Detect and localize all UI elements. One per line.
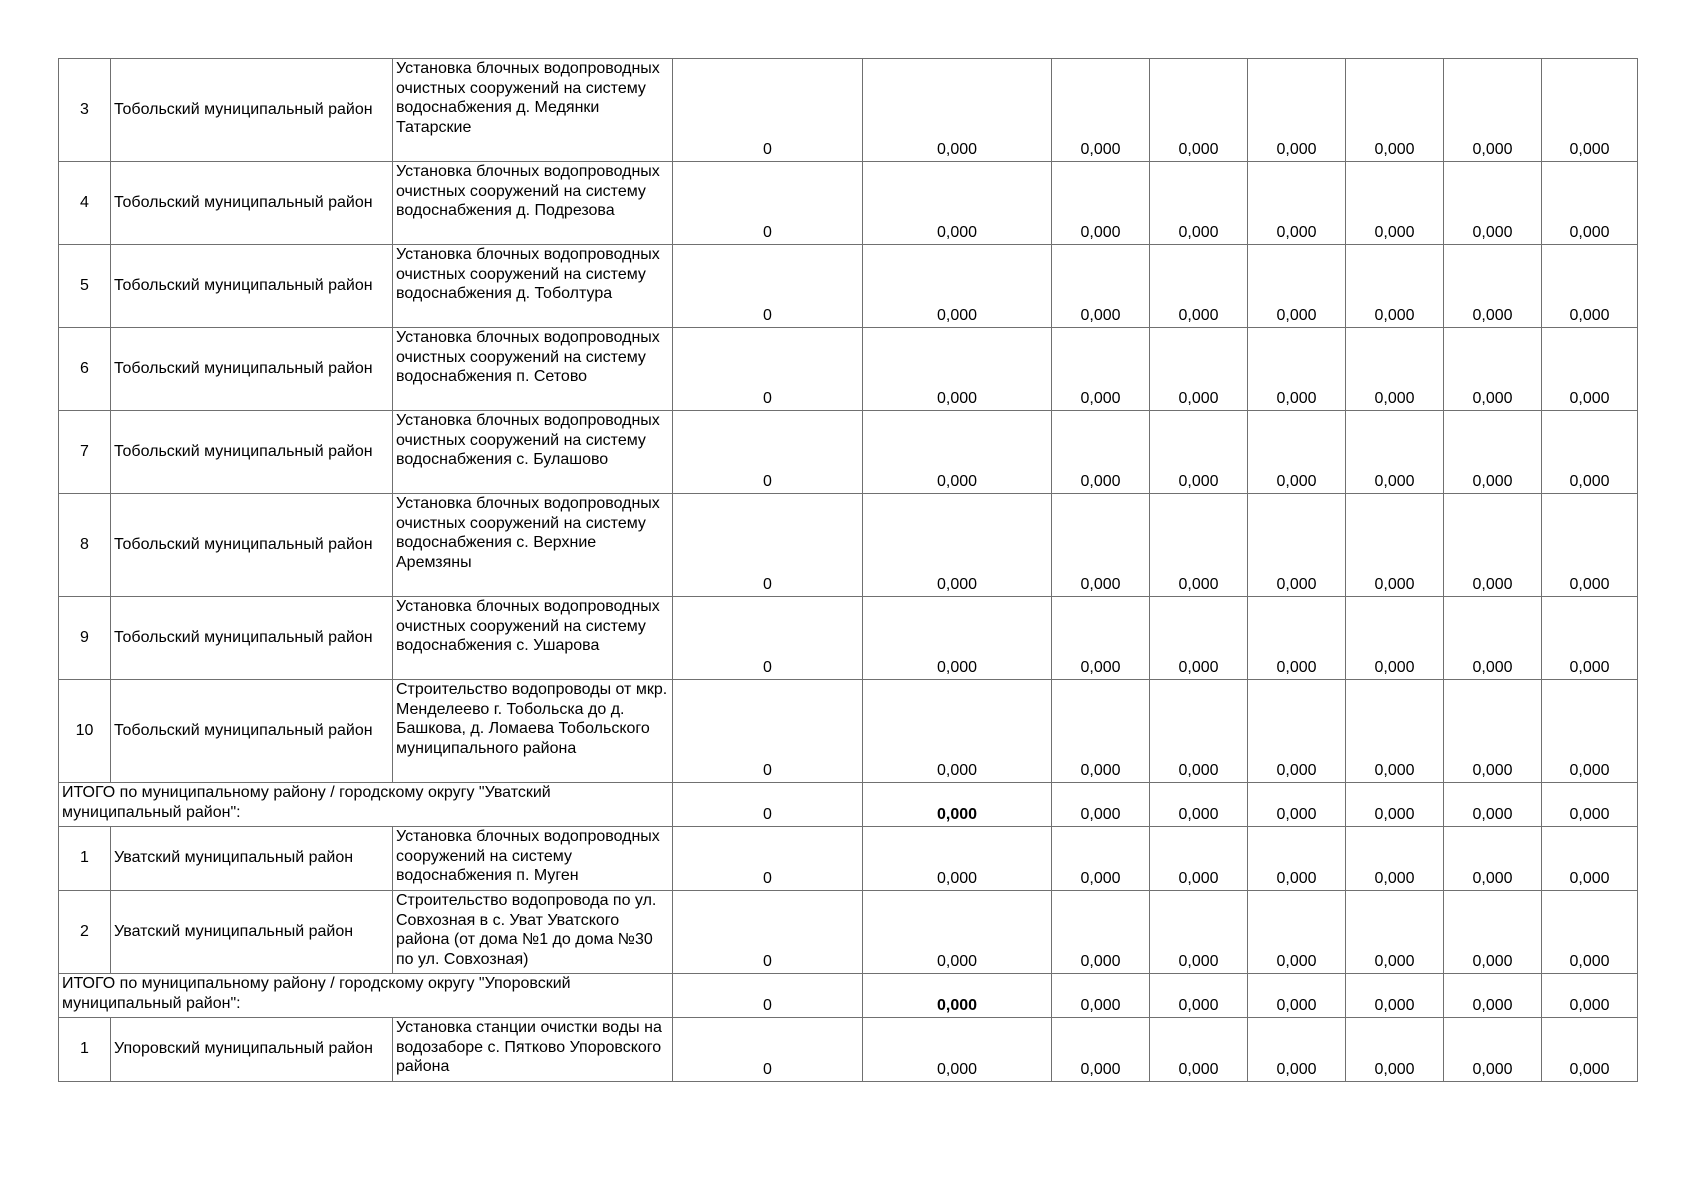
object-cell: Установка блочных водопроводных очистных сооружений на систему водоснабжения д. Медянки Татарские [393, 59, 673, 162]
value-cell-col9: 0,000 [1346, 1018, 1444, 1082]
value-cell-col4: 0 [673, 680, 863, 783]
value-cell-col8: 0,000 [1248, 974, 1346, 1018]
object-cell: Установка блочных водопроводных очистных сооружений на систему водоснабжения с. Булашово [393, 411, 673, 494]
value-cell-col5: 0,000 [863, 411, 1052, 494]
object-cell: Установка блочных водопроводных очистных сооружений на систему водоснабжения с. Верхние Аремзяны [393, 494, 673, 597]
row-number: 4 [59, 162, 111, 245]
municipality-cell: Упоровский муниципальный район [111, 1018, 393, 1082]
value-cell-col9: 0,000 [1346, 783, 1444, 827]
municipality-cell: Тобольский муниципальный район [111, 162, 393, 245]
value-cell-col6: 0,000 [1052, 162, 1150, 245]
value-cell-col4: 0 [673, 1018, 863, 1082]
value-cell-col4: 0 [673, 411, 863, 494]
table-row [59, 162, 1638, 245]
value-cell-col11: 0,000 [1542, 494, 1638, 597]
value-cell-col7: 0,000 [1150, 1018, 1248, 1082]
value-cell-col8: 0,000 [1248, 597, 1346, 680]
value-cell-col6: 0,000 [1052, 680, 1150, 783]
value-cell-col7: 0,000 [1150, 891, 1248, 974]
value-cell-col5: 0,000 [863, 891, 1052, 974]
value-cell-col10: 0,000 [1444, 162, 1542, 245]
value-cell-col7: 0,000 [1150, 974, 1248, 1018]
value-cell-col9: 0,000 [1346, 245, 1444, 328]
value-cell-col9: 0,000 [1346, 891, 1444, 974]
value-cell-col10: 0,000 [1444, 891, 1542, 974]
municipality-cell: Уватский муниципальный район [111, 827, 393, 891]
value-cell-col8: 0,000 [1248, 328, 1346, 411]
object-cell: Установка блочных водопроводных очистных сооружений на систему водоснабжения с. Ушарова [393, 597, 673, 680]
value-cell-col6: 0,000 [1052, 974, 1150, 1018]
value-cell-col8: 0,000 [1248, 891, 1346, 974]
value-cell-col8: 0,000 [1248, 1018, 1346, 1082]
value-cell-col8: 0,000 [1248, 162, 1346, 245]
value-cell-col9: 0,000 [1346, 827, 1444, 891]
municipality-cell: Тобольский муниципальный район [111, 245, 393, 328]
value-cell-col11: 0,000 [1542, 1018, 1638, 1082]
object-cell: Установка блочных водопроводных сооружений на систему водоснабжения п. Муген [393, 827, 673, 891]
value-cell-col9: 0,000 [1346, 680, 1444, 783]
value-cell-col11: 0,000 [1542, 162, 1638, 245]
value-cell-col11: 0,000 [1542, 783, 1638, 827]
value-cell-col8: 0,000 [1248, 494, 1346, 597]
total-label: ИТОГО по муниципальному району / городскому округу "Упоровский муниципальный район": [59, 974, 673, 1018]
table-row [59, 59, 1638, 162]
value-cell-col10: 0,000 [1444, 827, 1542, 891]
value-cell-col9: 0,000 [1346, 162, 1444, 245]
row-number: 6 [59, 328, 111, 411]
row-number: 1 [59, 1018, 111, 1082]
value-cell-col5: 0,000 [863, 59, 1052, 162]
table-row [59, 680, 1638, 783]
value-cell-col5: 0,000 [863, 1018, 1052, 1082]
value-cell-col10: 0,000 [1444, 783, 1542, 827]
value-cell-col7: 0,000 [1150, 827, 1248, 891]
object-cell: Строительство водопроводы от мкр. Менделеево г. Тобольска до д. Башкова, д. Ломаева Тобольского муниципального района [393, 680, 673, 783]
value-cell-col11: 0,000 [1542, 827, 1638, 891]
value-cell-col5: 0,000 [863, 162, 1052, 245]
value-cell-col5: 0,000 [863, 827, 1052, 891]
value-cell-col8: 0,000 [1248, 783, 1346, 827]
value-cell-col8: 0,000 [1248, 827, 1346, 891]
value-cell-col4: 0 [673, 328, 863, 411]
row-number: 5 [59, 245, 111, 328]
value-cell-col9: 0,000 [1346, 494, 1444, 597]
table-row [59, 597, 1638, 680]
municipality-cell: Уватский муниципальный район [111, 891, 393, 974]
table-row [59, 328, 1638, 411]
municipality-cell: Тобольский муниципальный район [111, 597, 393, 680]
value-cell-col9: 0,000 [1346, 328, 1444, 411]
value-cell-col10: 0,000 [1444, 494, 1542, 597]
value-cell-col5: 0,000 [863, 597, 1052, 680]
row-number: 1 [59, 827, 111, 891]
value-cell-col11: 0,000 [1542, 974, 1638, 1018]
table-body [59, 59, 1638, 1082]
value-cell-col5: 0,000 [863, 245, 1052, 328]
total-row [59, 974, 1638, 1018]
value-cell-col6: 0,000 [1052, 597, 1150, 680]
total-label: ИТОГО по муниципальному району / городскому округу "Уватский муниципальный район": [59, 783, 673, 827]
value-cell-col7: 0,000 [1150, 494, 1248, 597]
value-cell-col4: 0 [673, 891, 863, 974]
value-cell-col9: 0,000 [1346, 974, 1444, 1018]
value-cell-col11: 0,000 [1542, 680, 1638, 783]
value-cell-col7: 0,000 [1150, 328, 1248, 411]
value-cell-col4: 0 [673, 245, 863, 328]
value-cell-col11: 0,000 [1542, 59, 1638, 162]
value-cell-col5: 0,000 [863, 974, 1052, 1018]
municipality-cell: Тобольский муниципальный район [111, 411, 393, 494]
value-cell-col5: 0,000 [863, 680, 1052, 783]
municipality-cell: Тобольский муниципальный район [111, 680, 393, 783]
municipality-cell: Тобольский муниципальный район [111, 328, 393, 411]
value-cell-col10: 0,000 [1444, 1018, 1542, 1082]
table-row [59, 245, 1638, 328]
value-cell-col5: 0,000 [863, 783, 1052, 827]
value-cell-col5: 0,000 [863, 494, 1052, 597]
value-cell-col6: 0,000 [1052, 827, 1150, 891]
value-cell-col7: 0,000 [1150, 783, 1248, 827]
value-cell-col6: 0,000 [1052, 59, 1150, 162]
table-row [59, 494, 1638, 597]
data-table [58, 58, 1638, 1082]
municipality-cell: Тобольский муниципальный район [111, 59, 393, 162]
value-cell-col4: 0 [673, 783, 863, 827]
object-cell: Установка станции очистки воды на водозаборе с. Пятково Упоровского района [393, 1018, 673, 1082]
value-cell-col10: 0,000 [1444, 680, 1542, 783]
value-cell-col4: 0 [673, 494, 863, 597]
value-cell-col9: 0,000 [1346, 411, 1444, 494]
value-cell-col10: 0,000 [1444, 328, 1542, 411]
value-cell-col10: 0,000 [1444, 974, 1542, 1018]
value-cell-col7: 0,000 [1150, 411, 1248, 494]
table-row [59, 411, 1638, 494]
row-number: 7 [59, 411, 111, 494]
value-cell-col8: 0,000 [1248, 680, 1346, 783]
value-cell-col7: 0,000 [1150, 680, 1248, 783]
value-cell-col5: 0,000 [863, 328, 1052, 411]
value-cell-col10: 0,000 [1444, 59, 1542, 162]
value-cell-col11: 0,000 [1542, 597, 1638, 680]
value-cell-col6: 0,000 [1052, 245, 1150, 328]
value-cell-col7: 0,000 [1150, 59, 1248, 162]
value-cell-col4: 0 [673, 974, 863, 1018]
value-cell-col4: 0 [673, 59, 863, 162]
value-cell-col7: 0,000 [1150, 245, 1248, 328]
object-cell: Установка блочных водопроводных очистных сооружений на систему водоснабжения д. Тоболтура [393, 245, 673, 328]
value-cell-col6: 0,000 [1052, 411, 1150, 494]
value-cell-col6: 0,000 [1052, 783, 1150, 827]
value-cell-col8: 0,000 [1248, 59, 1346, 162]
table-row [59, 891, 1638, 974]
value-cell-col4: 0 [673, 827, 863, 891]
row-number: 10 [59, 680, 111, 783]
row-number: 2 [59, 891, 111, 974]
row-number: 3 [59, 59, 111, 162]
value-cell-col6: 0,000 [1052, 494, 1150, 597]
value-cell-col4: 0 [673, 597, 863, 680]
value-cell-col7: 0,000 [1150, 597, 1248, 680]
value-cell-col6: 0,000 [1052, 1018, 1150, 1082]
value-cell-col10: 0,000 [1444, 245, 1542, 328]
object-cell: Строительство водопровода по ул. Совхозная в с. Уват Уватского района (от дома №1 до дома №30 по ул. Совхозная) [393, 891, 673, 974]
value-cell-col8: 0,000 [1248, 411, 1346, 494]
table-row [59, 1018, 1638, 1082]
table-row [59, 827, 1638, 891]
value-cell-col11: 0,000 [1542, 891, 1638, 974]
object-cell: Установка блочных водопроводных очистных сооружений на систему водоснабжения п. Сетово [393, 328, 673, 411]
value-cell-col11: 0,000 [1542, 245, 1638, 328]
value-cell-col7: 0,000 [1150, 162, 1248, 245]
value-cell-col8: 0,000 [1248, 245, 1346, 328]
value-cell-col10: 0,000 [1444, 411, 1542, 494]
object-cell: Установка блочных водопроводных очистных сооружений на систему водоснабжения д. Подрезова [393, 162, 673, 245]
value-cell-col10: 0,000 [1444, 597, 1542, 680]
value-cell-col4: 0 [673, 162, 863, 245]
value-cell-col11: 0,000 [1542, 328, 1638, 411]
row-number: 9 [59, 597, 111, 680]
value-cell-col9: 0,000 [1346, 597, 1444, 680]
municipality-cell: Тобольский муниципальный район [111, 494, 393, 597]
row-number: 8 [59, 494, 111, 597]
value-cell-col9: 0,000 [1346, 59, 1444, 162]
value-cell-col6: 0,000 [1052, 891, 1150, 974]
total-row [59, 783, 1638, 827]
value-cell-col11: 0,000 [1542, 411, 1638, 494]
value-cell-col6: 0,000 [1052, 328, 1150, 411]
